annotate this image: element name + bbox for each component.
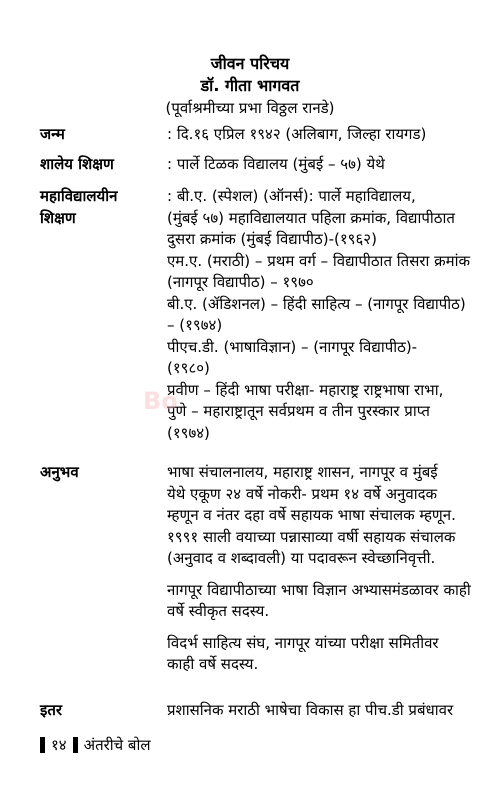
college-line: बी.ए. (ॲडिशनल) – हिंदी साहित्य – (नागपूर विद्यापीठ) <box>167 294 466 313</box>
other-label: इतर <box>40 701 63 719</box>
other-content <box>167 700 497 722</box>
experience-line: भाषा संचालनालय, महाराष्ट्र शासन, नागपूर व मुंबई <box>167 463 438 481</box>
section-title: जीवन परिचय <box>210 54 290 73</box>
other-line: प्रशासनिक मराठी भाषेचा विकास हा पीच.डी प्रबंधावर <box>167 701 454 719</box>
college-label-line-1: महाविद्यालयीन <box>40 187 118 205</box>
experience-paragraph <box>167 580 497 623</box>
experience-line: काही वर्षे सदस्य. <box>167 655 259 673</box>
experience-label: अनुभव <box>40 463 79 481</box>
college-label-line-2: शिक्षण <box>40 208 76 227</box>
college-line: प्रवीण – हिंदी भाषा परीक्षा- महाराष्ट्र राष्ट्रभाषा राभा, <box>167 380 444 399</box>
college-content <box>167 186 497 444</box>
book-title: अंतरीचे बोल <box>83 736 151 754</box>
experience-line: वर्षे स्वीकृत सदस्य. <box>167 602 270 620</box>
birth-content <box>167 124 497 146</box>
experience-line: म्हणून व नंतर दहा वर्षे सहायक भाषा संचालक म्हणून. <box>167 506 456 524</box>
college-line: : बी.ए. (स्पेशल) (ऑनर्स): पार्ले महाविद्यालय, <box>167 187 416 205</box>
college-line: – (१९७४) <box>167 316 223 334</box>
experience-line: विदर्भ साहित्य संघ, नागपूर यांच्या परीक्षा समितीवर <box>167 633 439 652</box>
footer-bar-right <box>73 737 78 753</box>
college-line: एम.ए. (मराठी) – प्रथम वर्ग – विद्यापीठात तिसरा क्रमांक <box>167 251 471 270</box>
author-name: डॉ. गीता भागवत <box>200 76 300 95</box>
footer-bar-left <box>40 737 45 753</box>
college-line: (नागपूर विद्यापीठ) – १९७० <box>167 273 314 291</box>
college-line: पीएच.डी. (भाषाविज्ञान) – (नागपूर विद्यापीठ)- <box>167 337 418 356</box>
experience-line: (अनुवाद व शब्दावली) या पदावरून स्वेच्छानिवृत्ती. <box>167 549 436 567</box>
birth-line: : दि.१६ एप्रिल १९४२ (अलिबाग, जिल्हा रायगड) <box>167 125 427 143</box>
experience-content <box>167 462 497 686</box>
college-label <box>40 186 165 229</box>
maiden-name: (पूर्वाश्रमीच्या प्रभा विठ्ठल रानडे) <box>165 99 335 117</box>
college-line: (१९७४) <box>167 423 210 442</box>
school-line: : पार्ले टिळक विद्यालय (मुंबई – ५७) येथे <box>167 155 385 173</box>
college-line: (मुंबई ५७) महाविद्यालयात पहिला क्रमांक, विद्यापीठात <box>167 208 455 227</box>
watermark-logo: Bo <box>143 387 178 415</box>
college-line: (१९८०) <box>167 359 210 377</box>
experience-line: १९९१ साली वयाच्या पन्नासाव्या वर्षी सहायक संचालक <box>167 527 456 546</box>
school-content <box>167 154 497 176</box>
college-line: दुसरा क्रमांक (मुंबई विद्यापीठ)-(१९६२) <box>167 230 377 248</box>
experience-paragraph <box>167 462 497 570</box>
experience-line: येथे एकूण २४ वर्षे नोकरी- प्रथम १४ वर्षे अनुवादक <box>167 484 438 503</box>
experience-paragraph <box>167 633 497 676</box>
college-line: पुणे – महाराष्ट्रातून सर्वप्रथम व तीन पुरस्कार प्राप्त <box>167 402 430 420</box>
birth-label: जन्म <box>40 125 65 143</box>
school-label: शालेय शिक्षण <box>40 155 114 173</box>
page-footer <box>40 735 151 755</box>
page-number: १४ <box>51 736 67 754</box>
experience-line: नागपूर विद्यापीठाच्या भाषा विज्ञान अभ्यासमंडळावर काही <box>167 580 471 599</box>
